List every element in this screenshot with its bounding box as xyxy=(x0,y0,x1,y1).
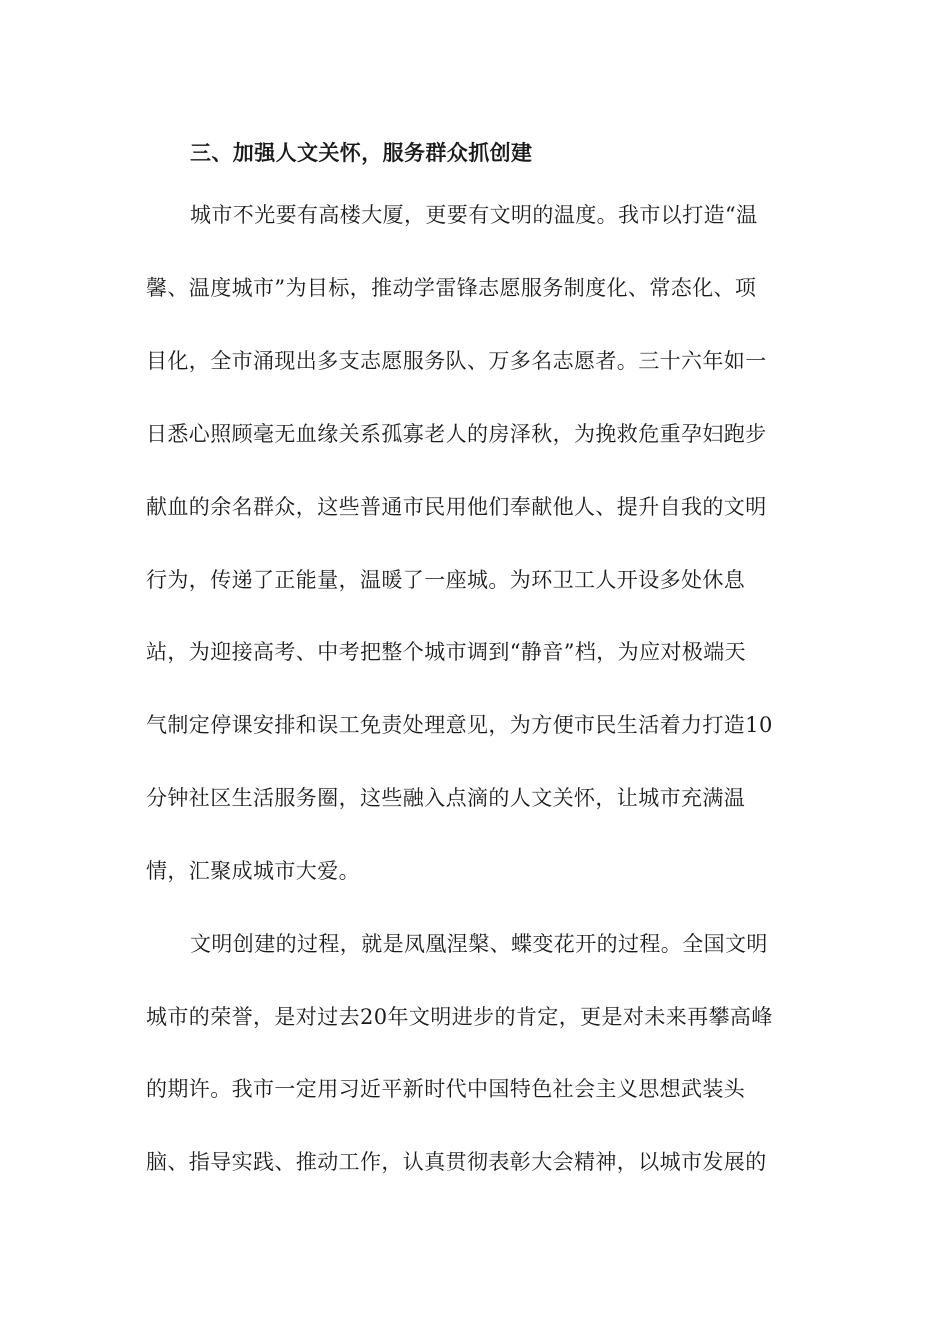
paragraph-line: 城市不光要有高楼大厦，更要有文明的温度。我市以打造“温 xyxy=(190,203,758,227)
paragraph-line: 脑、指导实践、推动工作，认真贯彻表彰大会精神，以城市发展的 xyxy=(146,1150,767,1174)
paragraph-line: 馨、温度城市”为目标，推动学雷锋志愿服务制度化、常态化、项 xyxy=(146,276,757,300)
paragraph-line: 献血的余名群众，这些普通市民用他们奉献他人、提升自我的文明 xyxy=(146,495,767,519)
paragraph-line: 日悉心照顾毫无血缘关系孤寡老人的房泽秋，为挽救危重孕妇跑步 xyxy=(146,422,767,446)
paragraph-line: 气制定停课安排和误工免责处理意见，为方便市民生活着力打造10 xyxy=(146,713,773,737)
paragraph-line: 文明创建的过程，就是凤凰涅槃、蝶变花开的过程。全国文明 xyxy=(190,932,768,956)
paragraph-line: 城市的荣誉，是对过去20年文明进步的肯定，更是对未来再攀高峰 xyxy=(146,1005,773,1029)
paragraph-line: 情，汇聚成城市大爱。 xyxy=(146,859,360,883)
paragraph-line: 目化，全市涌现出多支志愿服务队、万多名志愿者。三十六年如一 xyxy=(146,349,767,373)
paragraph-line: 分钟社区生活服务圈，这些融入点滴的人文关怀，让城市充满温 xyxy=(146,786,746,810)
paragraph-line: 的期许。我市一定用习近平新时代中国特色社会主义思想武装头 xyxy=(146,1077,746,1101)
section-heading: 三、加强人文关怀，服务群众抓创建 xyxy=(190,141,533,165)
paragraph-line: 站，为迎接高考、中考把整个城市调到“静音”档，为应对极端天 xyxy=(146,640,747,664)
paragraph-line: 行为，传递了正能量，温暖了一座城。为环卫工人开设多处休息 xyxy=(146,568,746,592)
